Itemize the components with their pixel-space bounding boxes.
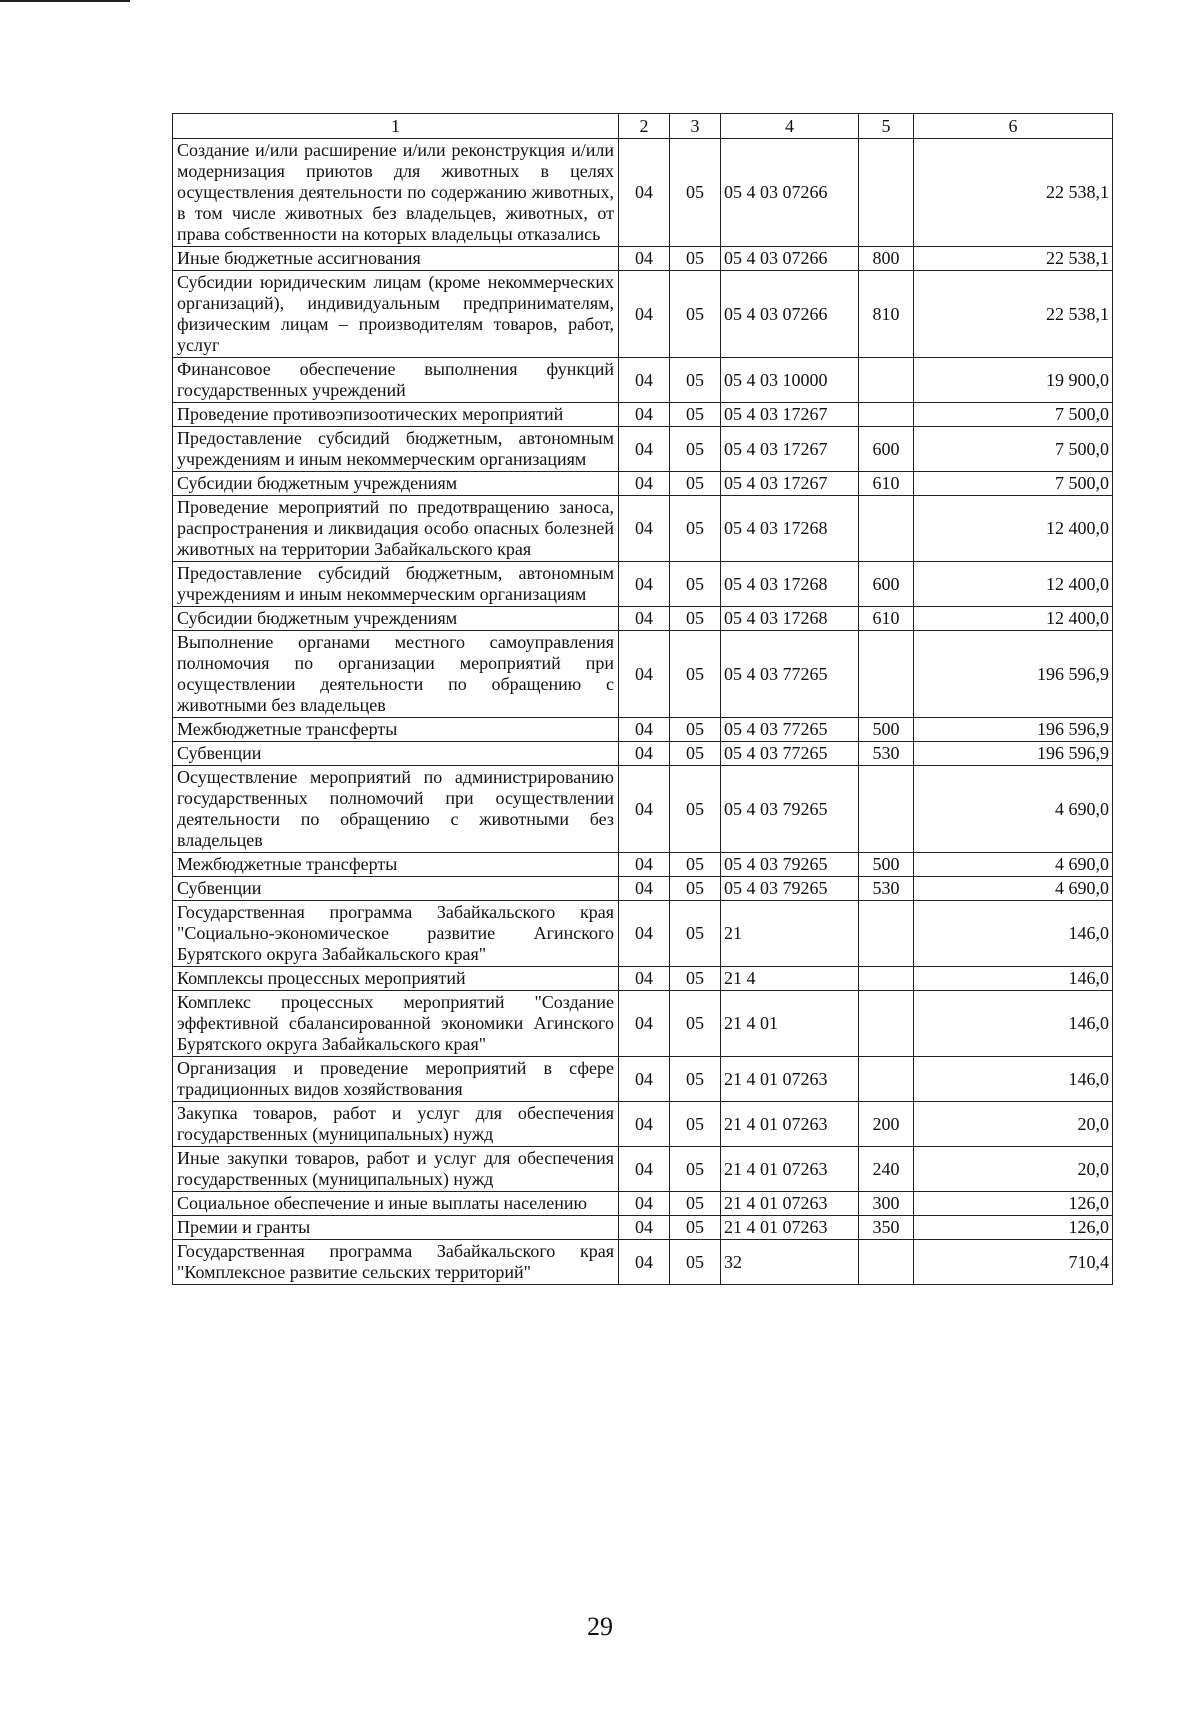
table-row — [173, 247, 1113, 271]
row-expense-type-cell — [859, 496, 914, 562]
row-amount-cell: 4 690,0 — [914, 766, 1113, 853]
row-subsection-cell: 05 — [670, 139, 721, 247]
row-expense-type-cell: 200 — [859, 1102, 914, 1147]
row-name-cell: Комплекс процессных мероприятий "Создание эффективной сбалансированной экономики Агинского Бурятского округа Забайкальского края" — [173, 991, 619, 1057]
row-expense-type-cell — [859, 1057, 914, 1102]
row-subsection-cell: 05 — [670, 853, 721, 877]
row-section-cell: 04 — [619, 472, 670, 496]
row-section-cell: 04 — [619, 1102, 670, 1147]
row-subsection-cell: 05 — [670, 631, 721, 718]
row-name-cell: Закупка товаров, работ и услуг для обеспечения государственных (муниципальных) нужд — [173, 1102, 619, 1147]
row-name-cell: Социальное обеспечение и иные выплаты населению — [173, 1192, 619, 1216]
row-expense-type-cell: 500 — [859, 718, 914, 742]
row-subsection-cell: 05 — [670, 1192, 721, 1216]
row-expense-type-cell: 600 — [859, 562, 914, 607]
row-expense-type-cell: 300 — [859, 1192, 914, 1216]
row-name-cell: Осуществление мероприятий по администрированию государственных полномочий при осуществлении деятельности по обращению с животными без владельцев — [173, 766, 619, 853]
row-expense-type-cell — [859, 967, 914, 991]
row-target-code-cell: 05 4 03 77265 — [721, 631, 859, 718]
row-target-code-cell: 21 4 01 07263 — [721, 1057, 859, 1102]
budget-table-body — [173, 114, 1113, 1285]
row-amount-cell: 22 538,1 — [914, 271, 1113, 358]
column-header: 1 — [173, 114, 619, 139]
table-row — [173, 1102, 1113, 1147]
row-amount-cell: 4 690,0 — [914, 877, 1113, 901]
row-target-code-cell: 05 4 03 17267 — [721, 472, 859, 496]
row-name-cell: Государственная программа Забайкальского края "Комплексное развитие сельских территорий" — [173, 1240, 619, 1285]
row-amount-cell: 146,0 — [914, 901, 1113, 967]
table-row — [173, 1240, 1113, 1285]
row-amount-cell: 7 500,0 — [914, 427, 1113, 472]
row-amount-cell: 146,0 — [914, 1057, 1113, 1102]
row-section-cell: 04 — [619, 1147, 670, 1192]
table-row — [173, 358, 1113, 403]
row-expense-type-cell — [859, 766, 914, 853]
row-section-cell: 04 — [619, 1192, 670, 1216]
row-subsection-cell: 05 — [670, 1147, 721, 1192]
row-section-cell: 04 — [619, 1057, 670, 1102]
row-target-code-cell: 05 4 03 10000 — [721, 358, 859, 403]
row-target-code-cell: 05 4 03 79265 — [721, 766, 859, 853]
table-row — [173, 853, 1113, 877]
row-expense-type-cell — [859, 991, 914, 1057]
row-amount-cell: 196 596,9 — [914, 631, 1113, 718]
row-expense-type-cell: 500 — [859, 853, 914, 877]
row-name-cell: Проведение противоэпизоотических мероприятий — [173, 403, 619, 427]
row-target-code-cell: 05 4 03 17268 — [721, 607, 859, 631]
table-row — [173, 967, 1113, 991]
row-name-cell: Премии и гранты — [173, 1216, 619, 1240]
row-target-code-cell: 32 — [721, 1240, 859, 1285]
row-section-cell: 04 — [619, 562, 670, 607]
table-row — [173, 877, 1113, 901]
row-target-code-cell: 21 4 01 07263 — [721, 1147, 859, 1192]
row-target-code-cell: 05 4 03 77265 — [721, 718, 859, 742]
row-subsection-cell: 05 — [670, 472, 721, 496]
row-target-code-cell: 05 4 03 17267 — [721, 403, 859, 427]
row-subsection-cell: 05 — [670, 427, 721, 472]
column-header: 5 — [859, 114, 914, 139]
table-row — [173, 427, 1113, 472]
row-target-code-cell: 05 4 03 07266 — [721, 271, 859, 358]
table-row — [173, 496, 1113, 562]
row-subsection-cell: 05 — [670, 607, 721, 631]
page-number: 29 — [587, 1612, 613, 1641]
row-name-cell: Субвенции — [173, 877, 619, 901]
table-row — [173, 901, 1113, 967]
row-target-code-cell: 05 4 03 79265 — [721, 853, 859, 877]
row-section-cell: 04 — [619, 427, 670, 472]
row-amount-cell: 12 400,0 — [914, 496, 1113, 562]
table-row — [173, 1057, 1113, 1102]
column-header: 2 — [619, 114, 670, 139]
row-subsection-cell: 05 — [670, 766, 721, 853]
row-name-cell: Государственная программа Забайкальского края "Социально-экономическое развитие Агинского Бурятского округа Забайкальского края" — [173, 901, 619, 967]
table-row — [173, 1147, 1113, 1192]
row-target-code-cell: 21 4 01 07263 — [721, 1216, 859, 1240]
row-section-cell: 04 — [619, 271, 670, 358]
table-row — [173, 271, 1113, 358]
row-section-cell: 04 — [619, 358, 670, 403]
table-row — [173, 472, 1113, 496]
top-rule — [0, 0, 130, 2]
row-name-cell: Межбюджетные трансферты — [173, 718, 619, 742]
row-name-cell: Иные бюджетные ассигнования — [173, 247, 619, 271]
row-target-code-cell: 05 4 03 77265 — [721, 742, 859, 766]
row-amount-cell: 22 538,1 — [914, 247, 1113, 271]
table-row — [173, 1216, 1113, 1240]
row-name-cell: Субсидии юридическим лицам (кроме некоммерческих организаций), индивидуальным предпринимателям, физическим лицам – производителям товаров, работ, услуг — [173, 271, 619, 358]
column-header: 6 — [914, 114, 1113, 139]
row-section-cell: 04 — [619, 718, 670, 742]
row-subsection-cell: 05 — [670, 1240, 721, 1285]
table-row — [173, 562, 1113, 607]
row-target-code-cell: 21 — [721, 901, 859, 967]
row-amount-cell: 146,0 — [914, 967, 1113, 991]
row-section-cell: 04 — [619, 247, 670, 271]
row-subsection-cell: 05 — [670, 1102, 721, 1147]
table-row — [173, 718, 1113, 742]
budget-table — [172, 113, 1113, 1285]
row-amount-cell: 146,0 — [914, 991, 1113, 1057]
row-section-cell: 04 — [619, 1240, 670, 1285]
row-amount-cell: 196 596,9 — [914, 718, 1113, 742]
row-name-cell: Финансовое обеспечение выполнения функций государственных учреждений — [173, 358, 619, 403]
row-amount-cell: 20,0 — [914, 1102, 1113, 1147]
row-section-cell: 04 — [619, 877, 670, 901]
row-subsection-cell: 05 — [670, 1216, 721, 1240]
column-header: 3 — [670, 114, 721, 139]
row-target-code-cell: 21 4 — [721, 967, 859, 991]
row-section-cell: 04 — [619, 766, 670, 853]
row-target-code-cell: 21 4 01 07263 — [721, 1192, 859, 1216]
row-expense-type-cell: 610 — [859, 472, 914, 496]
row-expense-type-cell — [859, 631, 914, 718]
row-subsection-cell: 05 — [670, 1057, 721, 1102]
row-amount-cell: 7 500,0 — [914, 472, 1113, 496]
row-name-cell: Проведение мероприятий по предотвращению заноса, распространения и ликвидация особо опасных болезней животных на территории Забайкальского края — [173, 496, 619, 562]
row-name-cell: Межбюджетные трансферты — [173, 853, 619, 877]
row-subsection-cell: 05 — [670, 247, 721, 271]
row-name-cell: Предоставление субсидий бюджетным, автономным учреждениям и иным некоммерческим организациям — [173, 427, 619, 472]
row-expense-type-cell: 600 — [859, 427, 914, 472]
row-section-cell: 04 — [619, 403, 670, 427]
row-expense-type-cell: 610 — [859, 607, 914, 631]
row-expense-type-cell: 810 — [859, 271, 914, 358]
row-expense-type-cell: 350 — [859, 1216, 914, 1240]
row-name-cell: Субвенции — [173, 742, 619, 766]
row-subsection-cell: 05 — [670, 358, 721, 403]
row-target-code-cell: 05 4 03 17268 — [721, 496, 859, 562]
row-section-cell: 04 — [619, 607, 670, 631]
row-section-cell: 04 — [619, 496, 670, 562]
row-expense-type-cell: 800 — [859, 247, 914, 271]
table-row — [173, 631, 1113, 718]
row-section-cell: 04 — [619, 853, 670, 877]
row-amount-cell: 126,0 — [914, 1216, 1113, 1240]
row-section-cell: 04 — [619, 901, 670, 967]
row-section-cell: 04 — [619, 742, 670, 766]
table-row — [173, 766, 1113, 853]
row-subsection-cell: 05 — [670, 403, 721, 427]
row-subsection-cell: 05 — [670, 496, 721, 562]
row-target-code-cell: 05 4 03 07266 — [721, 139, 859, 247]
row-amount-cell: 22 538,1 — [914, 139, 1113, 247]
row-name-cell: Иные закупки товаров, работ и услуг для обеспечения государственных (муниципальных) нужд — [173, 1147, 619, 1192]
row-name-cell: Предоставление субсидий бюджетным, автономным учреждениям и иным некоммерческим организациям — [173, 562, 619, 607]
row-target-code-cell: 05 4 03 07266 — [721, 247, 859, 271]
row-subsection-cell: 05 — [670, 742, 721, 766]
table-row — [173, 139, 1113, 247]
table-row — [173, 403, 1113, 427]
row-subsection-cell: 05 — [670, 718, 721, 742]
row-subsection-cell: 05 — [670, 877, 721, 901]
table-row — [173, 742, 1113, 766]
row-target-code-cell: 21 4 01 07263 — [721, 1102, 859, 1147]
row-name-cell: Субсидии бюджетным учреждениям — [173, 607, 619, 631]
row-expense-type-cell — [859, 1240, 914, 1285]
row-name-cell: Создание и/или расширение и/или реконструкция и/или модернизация приютов для животных в целях осуществления деятельности по содержанию животных, в том числе животных без владельцев, животных, от права собственности на которых владельцы отказались — [173, 139, 619, 247]
row-amount-cell: 196 596,9 — [914, 742, 1113, 766]
column-header: 4 — [721, 114, 859, 139]
row-expense-type-cell — [859, 901, 914, 967]
table-header-row — [173, 114, 1113, 139]
table-row — [173, 991, 1113, 1057]
row-name-cell: Организация и проведение мероприятий в сфере традиционных видов хозяйствования — [173, 1057, 619, 1102]
row-amount-cell: 12 400,0 — [914, 562, 1113, 607]
row-name-cell: Комплексы процессных мероприятий — [173, 967, 619, 991]
row-target-code-cell: 05 4 03 17268 — [721, 562, 859, 607]
row-section-cell: 04 — [619, 631, 670, 718]
row-section-cell: 04 — [619, 991, 670, 1057]
row-amount-cell: 710,4 — [914, 1240, 1113, 1285]
row-expense-type-cell: 530 — [859, 877, 914, 901]
row-amount-cell: 20,0 — [914, 1147, 1113, 1192]
row-target-code-cell: 21 4 01 — [721, 991, 859, 1057]
row-section-cell: 04 — [619, 1216, 670, 1240]
row-expense-type-cell: 530 — [859, 742, 914, 766]
row-amount-cell: 4 690,0 — [914, 853, 1113, 877]
row-subsection-cell: 05 — [670, 562, 721, 607]
row-expense-type-cell — [859, 139, 914, 247]
row-expense-type-cell — [859, 358, 914, 403]
row-name-cell: Субсидии бюджетным учреждениям — [173, 472, 619, 496]
row-subsection-cell: 05 — [670, 271, 721, 358]
row-section-cell: 04 — [619, 967, 670, 991]
row-subsection-cell: 05 — [670, 991, 721, 1057]
row-name-cell: Выполнение органами местного самоуправления полномочия по организации мероприятий при осуществлении деятельности по обращению с животными без владельцев — [173, 631, 619, 718]
row-expense-type-cell: 240 — [859, 1147, 914, 1192]
row-amount-cell: 7 500,0 — [914, 403, 1113, 427]
row-target-code-cell: 05 4 03 79265 — [721, 877, 859, 901]
row-amount-cell: 126,0 — [914, 1192, 1113, 1216]
table-row — [173, 1192, 1113, 1216]
row-section-cell: 04 — [619, 139, 670, 247]
row-target-code-cell: 05 4 03 17267 — [721, 427, 859, 472]
row-amount-cell: 19 900,0 — [914, 358, 1113, 403]
row-expense-type-cell — [859, 403, 914, 427]
row-subsection-cell: 05 — [670, 901, 721, 967]
row-amount-cell: 12 400,0 — [914, 607, 1113, 631]
row-subsection-cell: 05 — [670, 967, 721, 991]
table-row — [173, 607, 1113, 631]
